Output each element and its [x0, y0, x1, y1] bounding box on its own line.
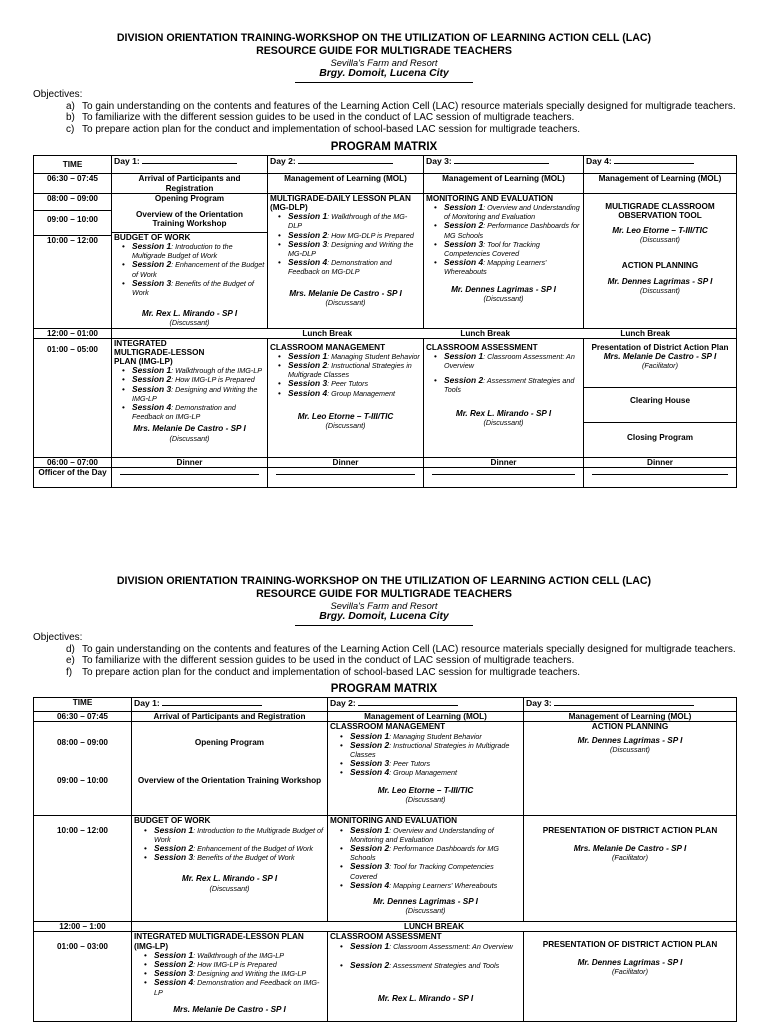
officer-label: Officer of the Day: [34, 467, 112, 487]
time-cell: 08:00 – 09:00 09:00 – 10:00 10:00 – 12:00: [34, 193, 112, 328]
lunch-cell: Lunch Break Lunch Break Lunch Break: [112, 328, 737, 338]
table-row: [34, 174, 737, 193]
objective-item: c) To prepare action plan for the conduct and implementation of school-based LAC session for multigrade teachers.: [66, 123, 581, 135]
officer-cell: [268, 467, 424, 487]
day-header: Day 1:: [112, 156, 268, 174]
table-row: [34, 712, 737, 722]
title-underline: [295, 82, 473, 83]
objective-item: d) To gain understanding on the contents and features of the Learning Action Cell (LAC) resource materials specially designed for multigrade teachers.: [66, 643, 736, 655]
time-cell: 10:00 – 12:00: [34, 816, 132, 922]
table-row: [34, 338, 737, 457]
day1-morning-cell: Opening Program Overview of the Orientation Training Workshop: [132, 722, 328, 816]
time-header: TIME: [34, 698, 132, 712]
time-cell: 01:00 – 03:00: [34, 932, 132, 1022]
dinner-cell: Dinner: [584, 457, 737, 467]
page-1: [0, 32, 768, 488]
day-header: Day 2:: [268, 156, 424, 174]
day1-bow-cell: BUDGET OF WORK • Session 1: Introduction to the Multigrade Budget of Work • Session 2: Enhancement of the Budget of Work • Session 3: Benefits of the Budget of Work Mr. Rex L. Mirando - SP I (Discussant): [132, 816, 328, 922]
day-header: Day 1:: [132, 698, 328, 712]
day1-afternoon-cell: INTEGRATED MULTIGRADE-LESSON PLAN (IMG-LP) • Session 1: Walkthrough of the IMG-LP • Session 2: How IMG-LP is Prepared • Session 3: Designing and Writing the IMG-LP • Session 4: Demonstration and Feedback on IMG-LP Mrs. Melanie De Castro - SP I: [132, 932, 328, 1022]
header-row: [34, 698, 737, 712]
time-cell: 06:30 – 07:45: [34, 712, 132, 722]
dinner-cell: Dinner: [112, 457, 268, 467]
mol-cell: Management of Learning (MOL): [524, 712, 737, 722]
location: Brgy. Domoit, Lucena City: [319, 611, 449, 622]
mol-cell: Management of Learning (MOL): [328, 712, 524, 722]
arrival-cell: Arrival of Participants and Registration: [132, 712, 328, 722]
mol-cell: Management of Learning (MOL): [584, 174, 737, 193]
officer-cell: [424, 467, 584, 487]
program-matrix-table: [33, 155, 737, 487]
time-cell: 06:00 – 07:00: [34, 457, 112, 467]
objective-item: b) To familiarize with the different session guides to be used in the conduct of LAC session of multigrade teachers.: [66, 112, 575, 124]
lunch-row: [34, 328, 737, 338]
day2-monitoring-cell: MONITORING AND EVALUATION • Session 1: Overview and Understanding of Monitoring and Evaluation • Session 2: Performance Dashboards for MG Schools • Session 3: Tool for Tracking Competencies Covered • Session 4: Mapping Learners' Whereabouts Mr. Dennes Lagrimas - SP I (Discussant): [328, 816, 524, 922]
day1-afternoon-cell: INTEGRATED MULTIGRADE-LESSON PLAN (IMG-LP) • Session 1: Walkthrough of the IMG-LP • Session 2: How IMG-LP is Prepared • Session 3: Designing and Writing the IMG-LP • Session 4: Demonstration and Feedback on IMG-LP Mrs. Melanie De Castro - SP I (Discussant): [112, 338, 268, 457]
objectives-title: Objectives:: [33, 632, 83, 643]
time-header: TIME: [34, 156, 112, 174]
title-line-1: DIVISION ORIENTATION TRAINING-WORKSHOP ON THE UTILIZATION OF LEARNING ACTION CELL (LAC): [116, 575, 652, 587]
mol-cell: Management of Learning (MOL): [424, 174, 584, 193]
time-cell: 01:00 – 05:00: [34, 338, 112, 457]
time-cell: 12:00 – 1:00: [34, 922, 132, 932]
day3-afternoon-cell: PRESENTATION OF DISTRICT ACTION PLAN Mr. Dennes Lagrimas - SP I (Facilitator): [524, 932, 737, 1022]
venue: Sevilla's Farm and Resort: [330, 57, 438, 68]
time-cell: 08:00 – 09:00 09:00 – 10:00: [34, 722, 132, 816]
officer-cell: [112, 467, 268, 487]
officer-cell: [584, 467, 737, 487]
title-line-2: RESOURCE GUIDE FOR MULTIGRADE TEACHERS: [256, 587, 512, 600]
title-line-2: RESOURCE GUIDE FOR MULTIGRADE TEACHERS: [256, 44, 512, 57]
day-header: Day 3:: [424, 156, 584, 174]
day4-morning-cell: MULTIGRADE CLASSROOM OBSERVATION TOOL Mr. Leo Etorne – T-III/TIC (Discussant) ACTION PLANNING Mr. Dennes Lagrimas - SP I (Discussant): [584, 193, 737, 328]
day3-afternoon-cell: CLASSROOM ASSESSMENT • Session 1: Classroom Assessment: An Overview • Session 2: Assessment Strategies and Tools Mr. Rex L. Mirando - SP I (Discussant): [424, 338, 584, 457]
day2-morning-cell: CLASSROOM MANAGEMENT • Session 1: Managing Student Behavior • Session 2: Instructional Strategies in Multigrade Classes • Session 3: Peer Tutors • Session 4: Group Management Mr. Leo Etorne – T-III/TIC (Discussant): [328, 722, 524, 816]
day-header: Day 3:: [524, 698, 737, 712]
title-underline: [295, 625, 473, 626]
day3-presentation-cell: PRESENTATION OF DISTRICT ACTION PLAN Mrs. Melanie De Castro - SP I (Facilitator): [524, 816, 737, 922]
day2-afternoon-cell: CLASSROOM MANAGEMENT • Session 1: Managing Student Behavior • Session 2: Instructional Strategies in Multigrade Classes • Session 3: Peer Tutors • Session 4: Group Management Mr. Leo Etorne – T-III/TIC (Discussant): [268, 338, 424, 457]
objectives-title: Objectives:: [33, 89, 83, 100]
day3-morning-cell: ACTION PLANNING Mr. Dennes Lagrimas - SP I (Discussant): [524, 722, 737, 816]
program-matrix-title: PROGRAM MATRIX: [330, 683, 438, 696]
day1-morning-cell: Opening Program Overview of the Orientation Training Workshop BUDGET OF WORK • Session 1: Introduction to the Multigrade Budget of Work • Session 2: Enhancement of the Budget of Work • Session 3: Benefits of the Budget of Work Mr. Rex L. Mirando - SP I (Discussant): [112, 193, 268, 328]
table-row: [34, 932, 737, 1022]
arrival-cell: Arrival of Participants and Registration: [112, 174, 268, 193]
day2-morning-cell: MULTIGRADE-DAILY LESSON PLAN (MG-DLP) • Session 1: Walkthrough of the MG-DLP • Session 2: How MG-DLP is Prepared • Session 3: Designing and Writing the MG-DLP • Session 4: Demonstration and Feedback on MG-DLP Mrs. Melanie De Castro - SP I (Discussant): [268, 193, 424, 328]
program-matrix-title: PROGRAM MATRIX: [330, 141, 438, 154]
title-line-1: DIVISION ORIENTATION TRAINING-WORKSHOP ON THE UTILIZATION OF LEARNING ACTION CELL (LAC): [116, 32, 652, 44]
program-matrix-table: [33, 697, 737, 1022]
location: Brgy. Domoit, Lucena City: [319, 68, 449, 79]
officer-row: [34, 467, 737, 487]
dinner-cell: Dinner: [268, 457, 424, 467]
lunch-cell: LUNCH BREAK: [132, 922, 737, 932]
dinner-row: [34, 457, 737, 467]
day2-assessment-cell: CLASSROOM ASSESSMENT • Session 1: Classroom Assessment: An Overview • Session 2: Assessment Strategies and Tools Mr. Rex L. Mirando - SP I: [328, 932, 524, 1022]
time-cell: 12:00 – 01:00: [34, 328, 112, 338]
page-2: [0, 575, 768, 1022]
venue: Sevilla's Farm and Resort: [330, 600, 438, 611]
day3-morning-cell: MONITORING AND EVALUATION • Session 1: Overview and Understanding of Monitoring and Evaluation • Session 2: Performance Dashboards for MG Schools • Session 3: Tool for Tracking Competencies Covered • Session 4: Mapping Learners' Whereabouts Mr. Dennes Lagrimas - SP I (Discussant): [424, 193, 584, 328]
objective-item: e) To familiarize with the different session guides to be used in the conduct of LAC session of multigrade teachers.: [66, 655, 575, 667]
table-row: [34, 722, 737, 816]
objective-item: f) To prepare action plan for the conduct and implementation of school-based LAC session for multigrade teachers.: [66, 666, 581, 678]
day4-afternoon-cell: Presentation of District Action Plan Mrs. Melanie De Castro - SP I (Facilitator) Clearing House Closing Program: [584, 338, 737, 457]
header-row: [34, 156, 737, 174]
objective-item: a) To gain understanding on the contents and features of the Learning Action Cell (LAC) resource materials specially designed for multigrade teachers.: [66, 100, 736, 112]
lunch-row: [34, 922, 737, 932]
dinner-cell: Dinner: [424, 457, 584, 467]
day-header: Day 4:: [584, 156, 737, 174]
day-header: Day 2:: [328, 698, 524, 712]
table-row: [34, 816, 737, 922]
time-cell: 06:30 – 07:45: [34, 174, 112, 193]
table-row: [34, 193, 737, 328]
mol-cell: Management of Learning (MOL): [268, 174, 424, 193]
